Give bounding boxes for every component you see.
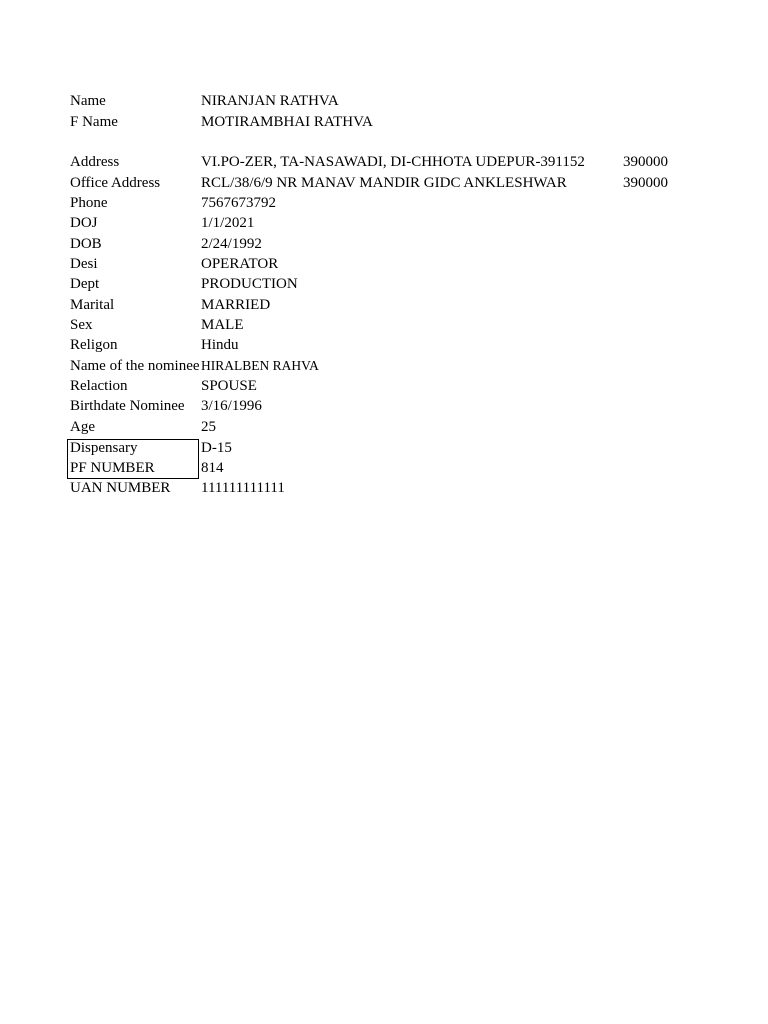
row-pf-number: [0, 458, 768, 478]
office-address-label: Office Address: [70, 175, 161, 191]
sex-label: Sex: [70, 317, 93, 333]
relation-label: Relaction: [70, 378, 128, 394]
row-religion: [0, 335, 768, 355]
nominee-birthdate-value: 3/16/1996: [201, 398, 262, 414]
row-phone: [0, 193, 768, 213]
pf-number-label: PF NUMBER: [70, 460, 155, 476]
phone-label: Phone: [70, 195, 108, 211]
uan-number-label: UAN NUMBER: [70, 480, 171, 496]
name-value: NIRANJAN RATHVA: [201, 93, 339, 109]
doj-label: DOJ: [70, 215, 98, 231]
marital-value: MARRIED: [201, 297, 271, 313]
row-marital: [0, 295, 768, 315]
row-office-address: [0, 173, 768, 193]
row-sex: [0, 315, 768, 335]
name-label: Name: [70, 93, 106, 109]
row-nominee-birthdate: [0, 396, 768, 416]
address-value: VI.PO-ZER, TA-NASAWADI, DI-CHHOTA UDEPUR-391152: [201, 154, 585, 170]
dob-label: DOB: [70, 236, 102, 252]
department-label: Dept: [70, 276, 100, 292]
row-uan-number: [0, 478, 768, 498]
father-name-value: MOTIRAMBHAI RATHVA: [201, 114, 373, 130]
row-doj: [0, 213, 768, 233]
department-value: PRODUCTION: [201, 276, 298, 292]
nominee-label: Name of the nominee: [70, 358, 200, 374]
relation-value: SPOUSE: [201, 378, 257, 394]
dispensary-label: Dispensary: [70, 440, 138, 456]
office-address-value: RCL/38/6/9 NR MANAV MANDIR GIDC ANKLESHWAR: [201, 175, 567, 191]
religion-label: Religon: [70, 337, 118, 353]
designation-label: Desi: [70, 256, 98, 272]
designation-value: OPERATOR: [201, 256, 279, 272]
marital-label: Marital: [70, 297, 115, 313]
pf-number-value: 814: [201, 460, 224, 476]
uan-number-value: 111111111111: [201, 480, 285, 496]
row-name: [0, 91, 768, 111]
dob-value: 2/24/1992: [201, 236, 262, 252]
row-nominee: [0, 356, 768, 376]
dispensary-value: D-15: [201, 440, 232, 456]
row-designation: [0, 254, 768, 274]
address-label: Address: [70, 154, 120, 170]
row-father-name: [0, 112, 768, 132]
row-dispensary: [0, 438, 768, 458]
address-pincode: 390000: [623, 154, 668, 170]
father-name-label: F Name: [70, 114, 118, 130]
nominee-value: HIRALBEN RAHVA: [201, 358, 319, 373]
phone-value: 7567673792: [201, 195, 276, 211]
row-department: [0, 274, 768, 294]
doj-value: 1/1/2021: [201, 215, 255, 231]
row-relation: [0, 376, 768, 396]
row-address: [0, 152, 768, 172]
age-label: Age: [70, 419, 95, 435]
sex-value: MALE: [201, 317, 244, 333]
religion-value: Hindu: [201, 337, 239, 353]
row-age: [0, 417, 768, 437]
nominee-birthdate-label: Birthdate Nominee: [70, 398, 185, 414]
office-address-pincode: 390000: [623, 175, 668, 191]
row-dob: [0, 234, 768, 254]
age-value: 25: [201, 419, 216, 435]
